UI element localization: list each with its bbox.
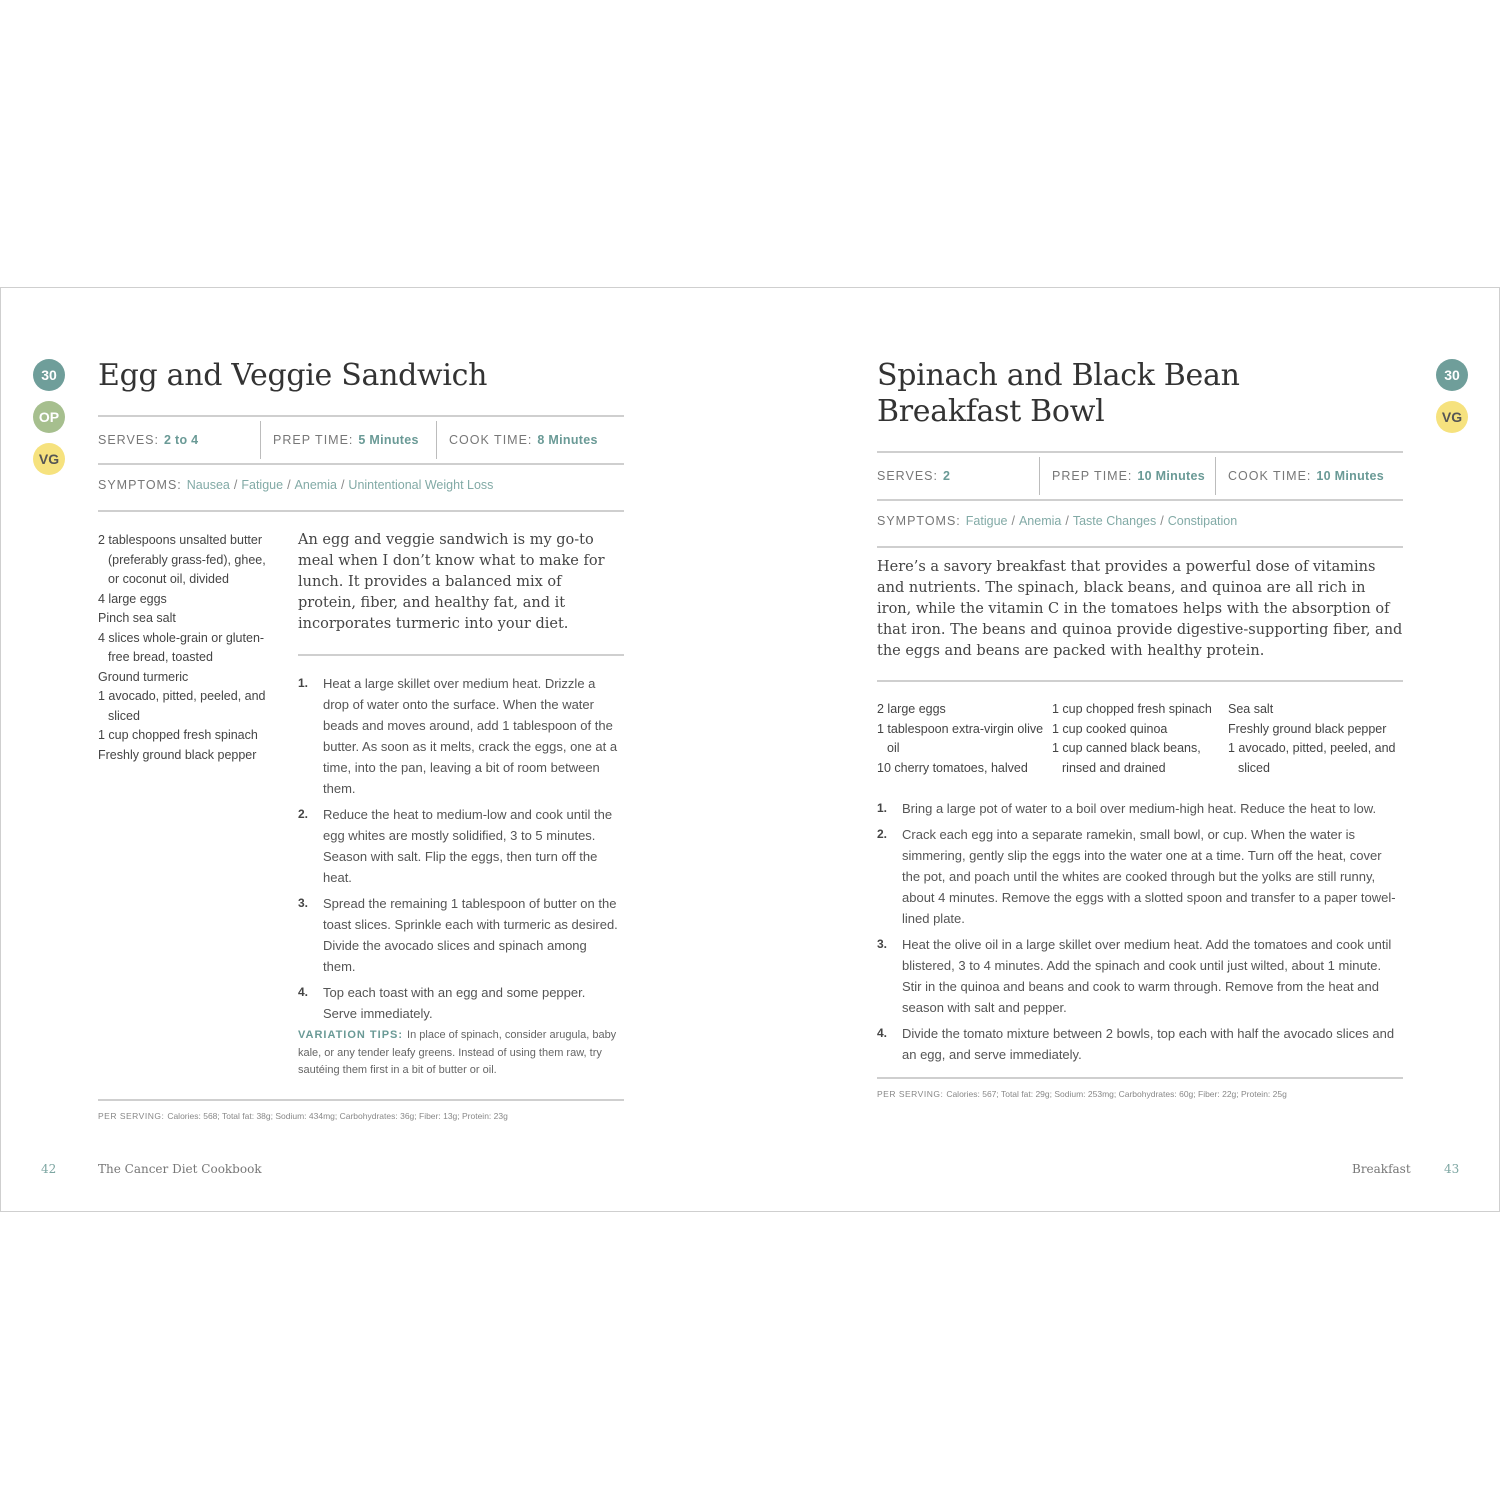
nutrition-info <box>877 1089 1287 1099</box>
ingredient-item: 1 cup chopped fresh spinach <box>98 728 258 742</box>
nutrition-label: PER SERVING: <box>98 1111 165 1121</box>
symptoms-line <box>98 478 493 492</box>
ingredients-list <box>98 531 276 765</box>
recipe-title: Egg and Veggie Sandwich <box>98 358 488 393</box>
step-number: 2. <box>877 827 888 841</box>
badge-vegetarian: VG <box>33 443 65 475</box>
title-line: Breakfast Bowl <box>877 394 1105 429</box>
ingredient-item: 1 tablespoon extra-virgin olive oil <box>877 721 1044 755</box>
title-line: Spinach and Black Bean <box>877 358 1240 393</box>
instruction-step <box>298 893 620 977</box>
badge-30-minutes: 30 <box>1436 359 1468 391</box>
badge-one-pot: OP <box>33 401 65 433</box>
divider <box>98 1099 624 1101</box>
step-text: Divide the tomato mixture between 2 bowls, top each with half the avocado slices and an egg, and serve immediately. <box>902 1026 1395 1062</box>
right-page <box>751 288 1500 1211</box>
nutrition-info <box>98 1111 508 1121</box>
step-number: 1. <box>877 801 888 815</box>
step-text: Heat the olive oil in a large skillet over medium heat. Add the tomatoes and cook until blistered, 3 to 4 minutes. Add the spinach and cook until just wilted, about 1 minute. Stir in the quinoa and beans and cook to warm through. Remove from the heat and season with salt and pepper. <box>902 937 1392 1015</box>
step-text: Top each toast with an egg and some pepper. Serve immediately. <box>323 985 586 1021</box>
divider <box>877 451 1403 453</box>
variation-tips <box>298 1027 624 1080</box>
divider <box>98 415 624 417</box>
symptom-tag: Constipation <box>1167 514 1238 528</box>
divider <box>298 654 624 656</box>
step-number: 4. <box>877 1026 888 1040</box>
ingredient-item: 1 cup cooked quinoa <box>1052 721 1168 736</box>
recipe-title <box>877 358 1240 430</box>
cook-value: 8 Minutes <box>537 433 598 447</box>
page-number: 42 <box>41 1162 57 1176</box>
badge-vegetarian: VG <box>1436 401 1468 433</box>
step-number: 4. <box>298 985 309 999</box>
ingredient-item: Freshly ground black pepper <box>98 747 257 762</box>
serves <box>877 457 1039 495</box>
separator: / <box>1065 514 1069 528</box>
divider <box>877 1077 1403 1079</box>
symptom-tag: Anemia <box>294 478 337 492</box>
divider <box>877 680 1403 682</box>
symptom-tag: Anemia <box>1018 514 1062 528</box>
prep-label: PREP TIME: <box>1052 469 1133 483</box>
symptom-tag: Taste Changes <box>1072 514 1157 528</box>
step-text: Heat a large skillet over medium heat. Drizzle a drop of water onto the surface. When the water beads and moves around, add 1 tablespoon of the butter. As soon as it melts, crack the eggs, one at a time, into the pan, leaving a bit of room between them. <box>323 676 618 796</box>
cook-time <box>436 421 598 459</box>
prep-time <box>260 421 436 459</box>
tips-text: In place of spinach, consider arugula, baby kale, or any tender leafy greens. Instead of using them raw, try sautéing them first in a bit of butter or oil. <box>298 1029 617 1076</box>
ingredient-item: 2 large eggs <box>877 702 946 716</box>
serves <box>98 421 260 459</box>
nutrition-text: Calories: 568; Total fat: 38g; Sodium: 434mg; Carbohydrates: 36g; Fiber: 13g; Protein: 23g <box>167 1111 508 1121</box>
cook-label: COOK TIME: <box>449 433 533 447</box>
separator: / <box>1160 514 1164 528</box>
step-text: Crack each egg into a separate ramekin, small bowl, or cup. When the water is simmering, gently slip the eggs into the water one at a time. Turn off the heat, cover the pot, and poach until the whites are cooked through but the yolks are still runny, about 4 minutes. Remove the eggs with a slotted spoon and transfer to a paper towel-lined plate. <box>902 827 1396 926</box>
instruction-step <box>877 798 1403 819</box>
nutrition-text: Calories: 567; Total fat: 29g; Sodium: 253mg; Carbohydrates: 60g; Fiber: 22g; Protein: 25g <box>946 1089 1287 1099</box>
separator: / <box>233 478 238 492</box>
symptom-tag: Nausea <box>186 478 230 492</box>
ingredient-item: Freshly ground black pepper <box>1228 721 1387 736</box>
tips-label: VARIATION TIPS: <box>298 1029 404 1041</box>
serves-value: 2 to 4 <box>163 433 199 447</box>
symptoms-line <box>877 514 1237 528</box>
ingredient-item: 1 avocado, pitted, peeled, and sliced <box>98 689 266 723</box>
symptom-tag: Unintentional Weight Loss <box>348 478 494 492</box>
running-head: Breakfast <box>1352 1162 1411 1176</box>
symptoms-label: SYMPTOMS: <box>98 478 182 492</box>
instruction-step <box>298 804 620 888</box>
instruction-step <box>877 934 1403 1018</box>
recipe-meta <box>98 421 624 459</box>
recipe-intro: An egg and veggie sandwich is my go-to meal when I don’t know what to make for lunch. It provides a balanced mix of protein, fiber, and healthy fat, and it incorporates turmeric into your diet. <box>298 532 605 632</box>
recipe-meta <box>877 457 1403 495</box>
symptoms-label: SYMPTOMS: <box>877 514 961 528</box>
step-text: Reduce the heat to medium-low and cook until the egg whites are mostly solidified, 3 to 5 minutes. Season with salt. Flip the eggs, then turn off the heat. <box>323 807 613 885</box>
ingredients-column-3 <box>1228 700 1403 778</box>
prep-label: PREP TIME: <box>273 433 354 447</box>
page-number: 43 <box>1444 1162 1460 1176</box>
ingredient-item: Sea salt <box>1228 702 1274 716</box>
step-text: Spread the remaining 1 tablespoon of butter on the toast slices. Sprinkle each with turmeric as desired. Divide the avocado slices and spinach among them. <box>323 896 618 974</box>
prep-time <box>1039 457 1215 495</box>
ingredient-item: 1 cup chopped fresh spinach <box>1052 702 1212 716</box>
step-number: 2. <box>298 807 309 821</box>
separator: / <box>340 478 345 492</box>
ingredients-column-2 <box>1052 700 1222 778</box>
instruction-step <box>298 982 620 1024</box>
running-head: The Cancer Diet Cookbook <box>98 1162 262 1176</box>
separator: / <box>1011 514 1015 528</box>
ingredient-item: 10 cherry tomatoes, halved <box>877 760 1028 775</box>
ingredients-column-1 <box>877 700 1045 778</box>
prep-value: 5 Minutes <box>358 433 419 447</box>
divider <box>98 510 624 512</box>
ingredient-item: Ground turmeric <box>98 669 189 684</box>
symptom-tag: Fatigue <box>965 514 1008 528</box>
ingredient-item: 1 avocado, pitted, peeled, and sliced <box>1228 741 1396 775</box>
ingredient-item: 4 slices whole-grain or gluten-free bread, toasted <box>98 630 265 664</box>
cook-time <box>1215 457 1384 495</box>
divider <box>877 546 1403 548</box>
ingredient-item: 2 tablespoons unsalted butter (preferably grass-fed), ghee, or coconut oil, divided <box>98 533 266 586</box>
serves-value: 2 <box>942 469 951 483</box>
serves-label: SERVES: <box>877 469 938 483</box>
serves-label: SERVES: <box>98 433 159 447</box>
step-number: 1. <box>298 676 309 690</box>
ingredient-item: 1 cup canned black beans, rinsed and drained <box>1052 741 1201 775</box>
instruction-step <box>298 673 620 799</box>
nutrition-label: PER SERVING: <box>877 1089 944 1099</box>
step-number: 3. <box>877 937 888 951</box>
ingredient-item: 4 large eggs <box>98 591 167 606</box>
prep-value: 10 Minutes <box>1137 469 1206 483</box>
symptom-tag: Fatigue <box>241 478 284 492</box>
left-page <box>1 288 751 1211</box>
book-spread <box>0 287 1500 1212</box>
instruction-step <box>877 824 1403 929</box>
cook-value: 10 Minutes <box>1316 469 1384 483</box>
step-text: Bring a large pot of water to a boil over medium-high heat. Reduce the heat to low. <box>902 801 1377 816</box>
cook-label: COOK TIME: <box>1228 469 1312 483</box>
instructions-list <box>298 673 620 1029</box>
divider <box>98 463 624 465</box>
separator: / <box>287 478 291 492</box>
instruction-step <box>877 1023 1403 1065</box>
ingredient-item: Pinch sea salt <box>98 611 176 625</box>
step-number: 3. <box>298 896 309 910</box>
divider <box>877 499 1403 501</box>
instructions-list <box>877 798 1403 1070</box>
badge-30-minutes: 30 <box>33 359 65 391</box>
recipe-intro: Here’s a savory breakfast that provides a powerful dose of vitamins and nutrients. The spinach, black beans, and quinoa are all rich in iron, while the vitamin C in the tomatoes helps with the absorption of that iron. The beans and quinoa provide digestive-supporting fiber, and the eggs and beans are packed with healthy protein. <box>877 559 1403 659</box>
